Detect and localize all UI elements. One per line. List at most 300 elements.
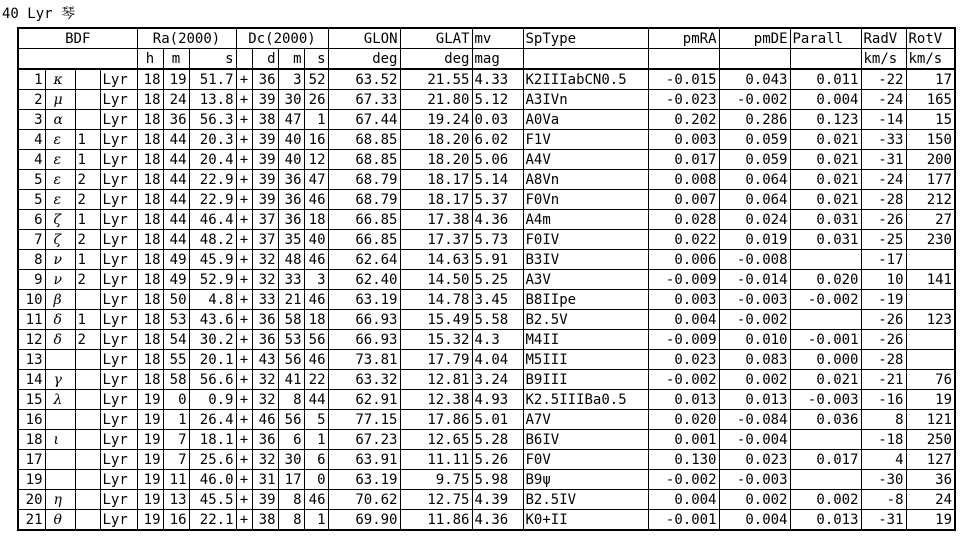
cell-ra-s: 25.6 (189, 450, 236, 470)
cell-bayer-index (75, 490, 100, 510)
cell-pmra: -0.009 (648, 330, 719, 350)
cell-pmra: 0.001 (648, 430, 719, 450)
cell-parallax: 0.031 (790, 210, 861, 230)
cell-radv: 10 (861, 270, 906, 290)
cell-ra-h: 19 (137, 510, 163, 531)
cell-glon: 69.90 (328, 510, 400, 531)
cell-sptype: B2.5V (523, 310, 648, 330)
cell-bayer-index (75, 390, 100, 410)
cell-ra-s: 48.2 (189, 230, 236, 250)
cell-dec-d: 32 (252, 250, 278, 270)
cell-sptype: A4V (523, 150, 648, 170)
cell-bayer-letter (45, 410, 75, 430)
cell-flamsteed: 21 (18, 510, 45, 531)
cell-bayer-index: 2 (75, 270, 100, 290)
cell-mv: 5.06 (472, 150, 523, 170)
cell-rotv: 19 (906, 390, 955, 410)
cell-glon: 66.93 (328, 310, 400, 330)
cell-pmde: 0.286 (719, 110, 790, 130)
cell-bayer-index (75, 110, 100, 130)
cell-parallax: 0.036 (790, 410, 861, 430)
cell-dec-m: 53 (278, 330, 304, 350)
cell-constellation: Lyr (100, 330, 137, 350)
cell-bayer-index (75, 470, 100, 490)
cell-glon: 68.85 (328, 150, 400, 170)
cell-sptype: K0+II (523, 510, 648, 531)
table-row (18, 330, 955, 350)
cell-mv: 4.36 (472, 210, 523, 230)
cell-pmde: 0.002 (719, 370, 790, 390)
cell-bayer-letter: ε (45, 170, 75, 190)
cell-rotv: 121 (906, 410, 955, 430)
cell-glon: 63.32 (328, 370, 400, 390)
cell-dec-d: 36 (252, 310, 278, 330)
cell-bayer-letter: γ (45, 370, 75, 390)
cell-pmde: 0.023 (719, 450, 790, 470)
cell-pmde: 0.004 (719, 510, 790, 531)
cell-dec-s: 46 (304, 250, 328, 270)
cell-dec-sign: + (236, 230, 252, 250)
table-row (18, 150, 955, 170)
cell-parallax: -0.002 (790, 290, 861, 310)
cell-radv: -19 (861, 290, 906, 310)
cell-dec-sign: + (236, 410, 252, 430)
col-parall: Parall (790, 28, 861, 49)
cell-radv: 4 (861, 450, 906, 470)
unit-ds: s (304, 49, 328, 70)
cell-rotv: 250 (906, 430, 955, 450)
col-glon: GLON (328, 28, 400, 49)
cell-bayer-letter: μ (45, 90, 75, 110)
cell-bayer-index: 2 (75, 190, 100, 210)
cell-ra-h: 19 (137, 430, 163, 450)
cell-glon: 62.64 (328, 250, 400, 270)
cell-bayer-letter: ζ (45, 210, 75, 230)
table-row (18, 350, 955, 370)
table-row (18, 90, 955, 110)
cell-glat: 12.81 (400, 370, 472, 390)
cell-ra-h: 19 (137, 450, 163, 470)
cell-bayer-index: 1 (75, 310, 100, 330)
unit-glon: deg (328, 49, 400, 70)
cell-ra-s: 20.3 (189, 130, 236, 150)
cell-sptype: F0IV (523, 230, 648, 250)
cell-dec-m: 33 (278, 270, 304, 290)
cell-glat: 12.38 (400, 390, 472, 410)
table-row (18, 410, 955, 430)
cell-bayer-letter: α (45, 110, 75, 130)
table-row (18, 130, 955, 150)
cell-dec-m: 40 (278, 150, 304, 170)
cell-constellation: Lyr (100, 250, 137, 270)
cell-flamsteed: 18 (18, 430, 45, 450)
table-row (18, 230, 955, 250)
col-radv: RadV (861, 28, 906, 49)
cell-parallax: 0.123 (790, 110, 861, 130)
unit-m: m (163, 49, 189, 70)
cell-pmde: 0.064 (719, 170, 790, 190)
cell-sptype: A3IVn (523, 90, 648, 110)
cell-ra-m: 54 (163, 330, 189, 350)
cell-constellation: Lyr (100, 350, 137, 370)
cell-pmde: -0.003 (719, 290, 790, 310)
cell-radv: -17 (861, 250, 906, 270)
cell-bayer-letter (45, 450, 75, 470)
col-dc: Dc(2000) (236, 28, 328, 49)
cell-dec-d: 36 (252, 69, 278, 90)
cell-ra-s: 22.9 (189, 170, 236, 190)
col-pmde: pmDE (719, 28, 790, 49)
cell-glon: 66.85 (328, 230, 400, 250)
cell-ra-s: 26.4 (189, 410, 236, 430)
cell-sptype: A7V (523, 410, 648, 430)
cell-sptype: M4II (523, 330, 648, 350)
cell-glat: 17.38 (400, 210, 472, 230)
cell-pmra: 0.028 (648, 210, 719, 230)
cell-rotv: 15 (906, 110, 955, 130)
cell-ra-h: 18 (137, 330, 163, 350)
cell-pmra: 0.004 (648, 490, 719, 510)
cell-constellation: Lyr (100, 410, 137, 430)
col-mv: mv (472, 28, 523, 49)
cell-glon: 63.91 (328, 450, 400, 470)
cell-bayer-letter: ι (45, 430, 75, 450)
cell-dec-s: 52 (304, 69, 328, 90)
cell-bayer-letter: θ (45, 510, 75, 531)
cell-dec-s: 1 (304, 110, 328, 130)
cell-dec-sign: + (236, 390, 252, 410)
cell-ra-h: 19 (137, 470, 163, 490)
table-row (18, 370, 955, 390)
cell-sptype: B3IV (523, 250, 648, 270)
cell-ra-s: 56.3 (189, 110, 236, 130)
cell-ra-s: 56.6 (189, 370, 236, 390)
cell-pmra: 0.013 (648, 390, 719, 410)
cell-ra-h: 18 (137, 170, 163, 190)
cell-dec-s: 46 (304, 350, 328, 370)
cell-rotv: 24 (906, 490, 955, 510)
cell-dec-s: 40 (304, 230, 328, 250)
cell-ra-s: 22.9 (189, 190, 236, 210)
cell-ra-m: 44 (163, 190, 189, 210)
cell-radv: -31 (861, 150, 906, 170)
cell-glon: 63.19 (328, 470, 400, 490)
cell-mv: 5.37 (472, 190, 523, 210)
cell-dec-sign: + (236, 510, 252, 531)
cell-rotv: 36 (906, 470, 955, 490)
cell-glon: 66.85 (328, 210, 400, 230)
cell-constellation: Lyr (100, 370, 137, 390)
cell-bayer-letter: ε (45, 130, 75, 150)
cell-constellation: Lyr (100, 510, 137, 531)
cell-ra-m: 11 (163, 470, 189, 490)
cell-flamsteed: 15 (18, 390, 45, 410)
cell-flamsteed: 4 (18, 130, 45, 150)
cell-ra-h: 18 (137, 270, 163, 290)
cell-flamsteed: 3 (18, 110, 45, 130)
cell-dec-sign: + (236, 350, 252, 370)
cell-sptype: A3V (523, 270, 648, 290)
cell-ra-h: 18 (137, 130, 163, 150)
cell-dec-s: 46 (304, 490, 328, 510)
cell-ra-s: 43.6 (189, 310, 236, 330)
unit-radv: km/s (861, 49, 906, 70)
col-ra: Ra(2000) (137, 28, 236, 49)
cell-rotv: 165 (906, 90, 955, 110)
cell-ra-s: 51.7 (189, 69, 236, 90)
cell-glon: 66.93 (328, 330, 400, 350)
cell-glon: 62.91 (328, 390, 400, 410)
cell-flamsteed: 13 (18, 350, 45, 370)
cell-pmra: 0.023 (648, 350, 719, 370)
cell-constellation: Lyr (100, 470, 137, 490)
col-pmra: pmRA (648, 28, 719, 49)
table-row (18, 430, 955, 450)
cell-constellation: Lyr (100, 130, 137, 150)
cell-sptype: B9ψ (523, 470, 648, 490)
cell-dec-s: 16 (304, 130, 328, 150)
cell-flamsteed: 10 (18, 290, 45, 310)
cell-glat: 14.63 (400, 250, 472, 270)
cell-pmde: 0.002 (719, 490, 790, 510)
cell-dec-s: 6 (304, 450, 328, 470)
table-row (18, 290, 955, 310)
cell-mv: 4.3 (472, 330, 523, 350)
cell-constellation: Lyr (100, 190, 137, 210)
unit-d: d (252, 49, 278, 70)
cell-pmde: 0.064 (719, 190, 790, 210)
unit-empty (18, 49, 137, 70)
cell-bayer-index: 2 (75, 230, 100, 250)
cell-dec-m: 21 (278, 290, 304, 310)
cell-dec-d: 38 (252, 510, 278, 531)
cell-parallax (790, 430, 861, 450)
cell-dec-d: 46 (252, 410, 278, 430)
cell-mv: 5.12 (472, 90, 523, 110)
cell-sptype: A4m (523, 210, 648, 230)
cell-ra-s: 46.4 (189, 210, 236, 230)
cell-dec-sign: + (236, 310, 252, 330)
cell-dec-m: 48 (278, 250, 304, 270)
cell-rotv: 150 (906, 130, 955, 150)
cell-glat: 11.11 (400, 450, 472, 470)
cell-radv: -24 (861, 170, 906, 190)
cell-ra-s: 20.4 (189, 150, 236, 170)
cell-ra-h: 19 (137, 390, 163, 410)
cell-constellation: Lyr (100, 210, 137, 230)
cell-sptype: B9III (523, 370, 648, 390)
cell-sptype: B8IIpe (523, 290, 648, 310)
cell-constellation: Lyr (100, 490, 137, 510)
cell-rotv: 141 (906, 270, 955, 290)
cell-pmra: -0.009 (648, 270, 719, 290)
cell-pmra: 0.007 (648, 190, 719, 210)
cell-mv: 5.91 (472, 250, 523, 270)
unit-dm: m (278, 49, 304, 70)
cell-dec-s: 56 (304, 330, 328, 350)
cell-ra-m: 36 (163, 110, 189, 130)
cell-ra-m: 55 (163, 350, 189, 370)
cell-glat: 21.80 (400, 90, 472, 110)
cell-dec-d: 37 (252, 210, 278, 230)
cell-dec-s: 0 (304, 470, 328, 490)
cell-flamsteed: 16 (18, 410, 45, 430)
cell-dec-s: 46 (304, 190, 328, 210)
cell-ra-m: 58 (163, 370, 189, 390)
cell-flamsteed: 1 (18, 69, 45, 90)
cell-dec-s: 18 (304, 310, 328, 330)
cell-glat: 11.86 (400, 510, 472, 531)
cell-pmde: 0.024 (719, 210, 790, 230)
cell-dec-sign: + (236, 90, 252, 110)
cell-parallax (790, 470, 861, 490)
cell-bayer-index: 2 (75, 170, 100, 190)
cell-dec-sign: + (236, 470, 252, 490)
cell-dec-s: 18 (304, 210, 328, 230)
cell-pmde: 0.059 (719, 130, 790, 150)
table-row (18, 69, 955, 90)
cell-dec-d: 39 (252, 490, 278, 510)
cell-dec-d: 39 (252, 150, 278, 170)
cell-pmra: -0.023 (648, 90, 719, 110)
cell-flamsteed: 6 (18, 210, 45, 230)
cell-ra-h: 18 (137, 110, 163, 130)
cell-ra-m: 44 (163, 210, 189, 230)
cell-ra-h: 18 (137, 150, 163, 170)
cell-glat: 15.49 (400, 310, 472, 330)
cell-constellation: Lyr (100, 150, 137, 170)
cell-bayer-index (75, 410, 100, 430)
cell-mv: 3.45 (472, 290, 523, 310)
cell-parallax (790, 250, 861, 270)
cell-ra-m: 50 (163, 290, 189, 310)
cell-bayer-letter: δ (45, 310, 75, 330)
cell-bayer-letter: ζ (45, 230, 75, 250)
cell-pmra: 0.008 (648, 170, 719, 190)
cell-pmde: -0.014 (719, 270, 790, 290)
cell-glat: 17.37 (400, 230, 472, 250)
unit-pmra-empty (648, 49, 719, 70)
cell-dec-m: 35 (278, 230, 304, 250)
unit-parall-empty (790, 49, 861, 70)
cell-dec-d: 32 (252, 390, 278, 410)
star-catalog-table (17, 27, 956, 531)
cell-bayer-index (75, 370, 100, 390)
cell-constellation: Lyr (100, 390, 137, 410)
cell-glat: 12.65 (400, 430, 472, 450)
cell-ra-h: 18 (137, 370, 163, 390)
cell-ra-m: 44 (163, 170, 189, 190)
cell-parallax: 0.021 (790, 170, 861, 190)
cell-bayer-index (75, 90, 100, 110)
cell-mv: 4.04 (472, 350, 523, 370)
cell-ra-s: 18.1 (189, 430, 236, 450)
unit-glat: deg (400, 49, 472, 70)
cell-glat: 19.24 (400, 110, 472, 130)
cell-ra-m: 24 (163, 90, 189, 110)
cell-ra-s: 45.9 (189, 250, 236, 270)
cell-dec-sign: + (236, 110, 252, 130)
cell-ra-h: 18 (137, 250, 163, 270)
cell-radv: -33 (861, 130, 906, 150)
cell-dec-m: 58 (278, 310, 304, 330)
cell-dec-m: 41 (278, 370, 304, 390)
cell-glon: 67.33 (328, 90, 400, 110)
cell-bayer-letter: κ (45, 69, 75, 90)
cell-parallax: 0.031 (790, 230, 861, 250)
cell-dec-sign: + (236, 190, 252, 210)
cell-glon: 63.19 (328, 290, 400, 310)
cell-pmde: 0.083 (719, 350, 790, 370)
cell-glon: 73.81 (328, 350, 400, 370)
cell-dec-d: 37 (252, 230, 278, 250)
cell-ra-m: 16 (163, 510, 189, 531)
table-row (18, 250, 955, 270)
cell-mv: 5.28 (472, 430, 523, 450)
cell-mv: 5.25 (472, 270, 523, 290)
cell-bayer-index (75, 430, 100, 450)
cell-bayer-letter: λ (45, 390, 75, 410)
cell-bayer-index: 1 (75, 210, 100, 230)
cell-radv: -21 (861, 370, 906, 390)
cell-glat: 17.86 (400, 410, 472, 430)
cell-dec-m: 56 (278, 410, 304, 430)
cell-constellation: Lyr (100, 69, 137, 90)
cell-dec-s: 22 (304, 370, 328, 390)
cell-ra-m: 49 (163, 250, 189, 270)
cell-flamsteed: 17 (18, 450, 45, 470)
cell-bayer-letter: ν (45, 250, 75, 270)
cell-dec-d: 36 (252, 430, 278, 450)
cell-constellation: Lyr (100, 90, 137, 110)
cell-mv: 4.39 (472, 490, 523, 510)
col-sptype: SpType (523, 28, 648, 49)
cell-glat: 14.78 (400, 290, 472, 310)
cell-radv: -28 (861, 350, 906, 370)
cell-dec-m: 6 (278, 430, 304, 450)
cell-ra-h: 18 (137, 69, 163, 90)
cell-pmra: -0.001 (648, 510, 719, 531)
cell-ra-h: 18 (137, 190, 163, 210)
cell-dec-m: 36 (278, 170, 304, 190)
cell-dec-s: 46 (304, 290, 328, 310)
cell-dec-m: 47 (278, 110, 304, 130)
cell-bayer-letter: ε (45, 190, 75, 210)
cell-dec-d: 39 (252, 190, 278, 210)
cell-pmra: 0.004 (648, 310, 719, 330)
cell-ra-h: 18 (137, 290, 163, 310)
cell-flamsteed: 4 (18, 150, 45, 170)
header-row-1 (18, 28, 955, 49)
cell-flamsteed: 11 (18, 310, 45, 330)
cell-pmra: -0.002 (648, 470, 719, 490)
cell-rotv (906, 250, 955, 270)
cell-pmra: 0.130 (648, 450, 719, 470)
cell-ra-h: 18 (137, 350, 163, 370)
cell-parallax: 0.021 (790, 370, 861, 390)
cell-dec-d: 36 (252, 330, 278, 350)
cell-parallax: 0.000 (790, 350, 861, 370)
cell-constellation: Lyr (100, 450, 137, 470)
table-row (18, 310, 955, 330)
cell-dec-sign: + (236, 250, 252, 270)
cell-bayer-letter (45, 470, 75, 490)
cell-rotv: 19 (906, 510, 955, 531)
cell-constellation: Lyr (100, 270, 137, 290)
cell-sptype: K2IIIabCN0.5 (523, 69, 648, 90)
unit-mv: mag (472, 49, 523, 70)
cell-flamsteed: 12 (18, 330, 45, 350)
